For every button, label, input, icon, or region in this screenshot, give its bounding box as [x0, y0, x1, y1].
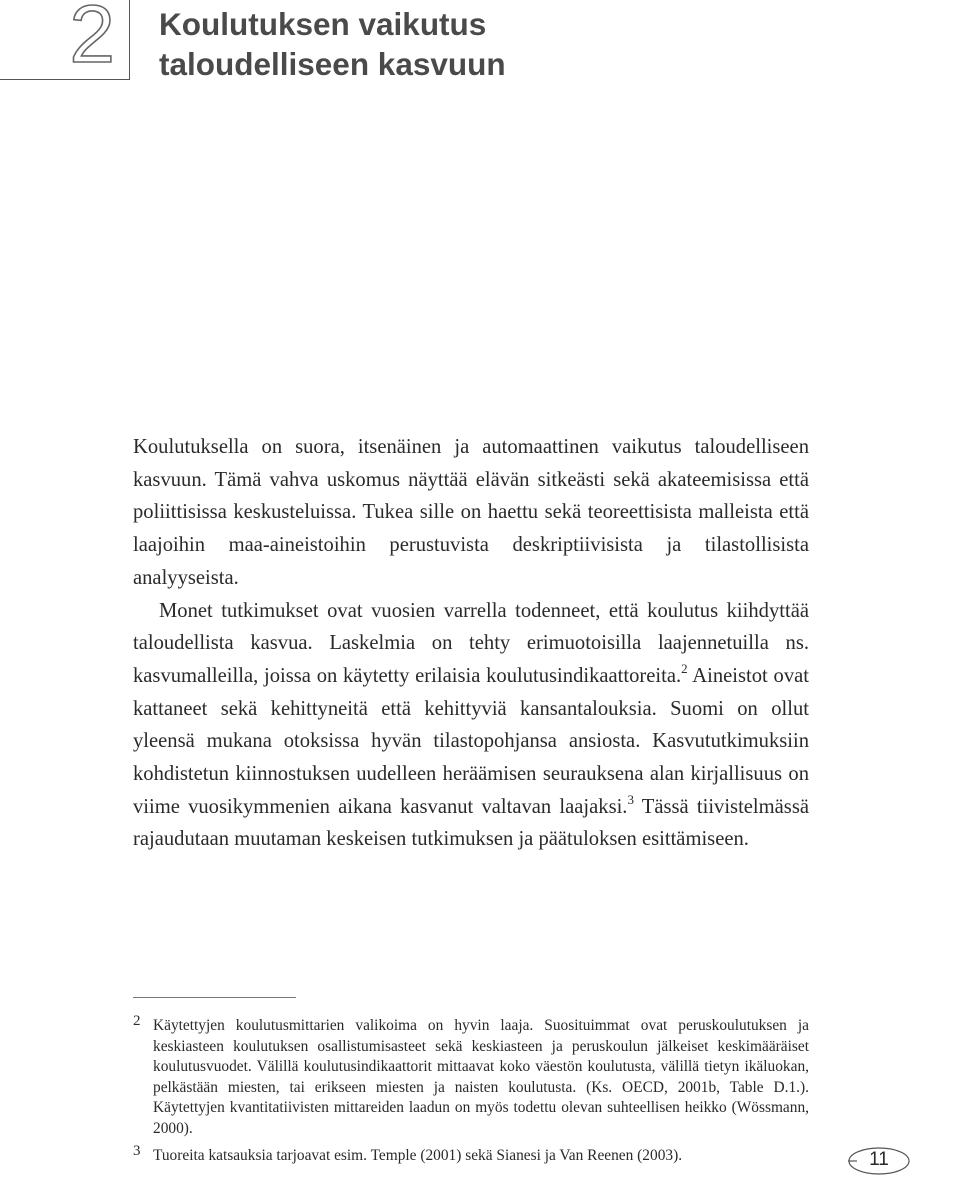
paragraph-2-part-2: Aineistot ovat kattaneet sekä kehittyneitä että kehittyviä kansantalouksia. Suomi on ollut yleensä mukana otoksissa hyvän tilastopohjansa ansiosta. Kasvututkimuksiin kohdistetun kiinnostuksen uudelleen heräämisen seurauksena alan kirjallisuus on viime vuosikymmenien aikana kasvanut valtavan laajaksi. [133, 664, 810, 818]
footnote-3 [133, 1143, 809, 1167]
footnote-ref-2[interactable]: 2 [681, 660, 688, 676]
chapter-title [159, 4, 919, 84]
paragraph-2-part-1: Monet tutkimukset ovat vuosien varrella todenneet, että koulutus kiihdyttää taloudellista kasvua. Laskelmia on tehty erimuotoisilla laajennetuilla ns. kasvumalleilla, joissa on käytetty erilaisia koulutusindikaattoreita. [133, 599, 809, 687]
footnote-ref-3[interactable]: 3 [627, 791, 634, 807]
chapter-title-line-1: Koulutuksen vaikutus [159, 6, 487, 42]
footnote-divider [133, 997, 296, 998]
footnotes [133, 1013, 809, 1174]
chapter-number: 2 [69, 0, 115, 80]
footnote-mark: 3 [133, 1143, 141, 1159]
paragraph-2 [133, 595, 809, 857]
chapter-title-line-2: taloudelliseen kasvuun [159, 46, 506, 82]
footnote-text: Tuoreita katsauksia tarjoavat esim. Temple (2001) sekä Sianesi ja Van Reenen (2003). [153, 1147, 683, 1164]
page-number-badge [847, 1146, 911, 1176]
paragraph-1: Koulutuksella on suora, itsenäinen ja automaattinen vaikutus taloudelliseen kasvuun. Tämä vahva uskomus näyttää elävän sitkeästi sekä akateemisissa että poliittisissa keskusteluissa. Tukea sille on haettu sekä teoreettisista malleista että laajoihin maa-aineistoihin perustuvista deskriptiivisista ja tilastollisista analyyseista. [133, 436, 809, 589]
paragraph-2-part-3: Tässä tiivistelmässä rajaudutaan muutaman keskeisen tutkimuksen ja päätuloksen esittämiseen. [133, 795, 809, 851]
footnote-mark: 2 [133, 1013, 141, 1029]
footnote-2 [133, 1013, 809, 1139]
chapter-number-box [0, 0, 130, 80]
footnote-text: Käytettyjen koulutusmittarien valikoima on hyvin laaja. Suosituimmat ovat peruskoulutuksen ja keskiasteen koulutuksen osallistumisasteet sekä keskiasteen ja peruskoulun jälkeiset keskimääräiset koulutusvuodet. Välillä koulutusindikaattorit mittaavat koko väestön koulutusta, välillä tietyn ikäluokan, pelkästään miesten, tai erikseen miesten ja naisten koulutusta. (Ks. OECD, 2001b, Table D.1.). Käytettyjen kvantitatiivisten mittareiden laadun on myös todettu olevan suhteellisen heikko (Wössmann, 2000). [153, 1017, 809, 1137]
body-text [133, 431, 809, 856]
page-number: 11 [869, 1149, 889, 1170]
